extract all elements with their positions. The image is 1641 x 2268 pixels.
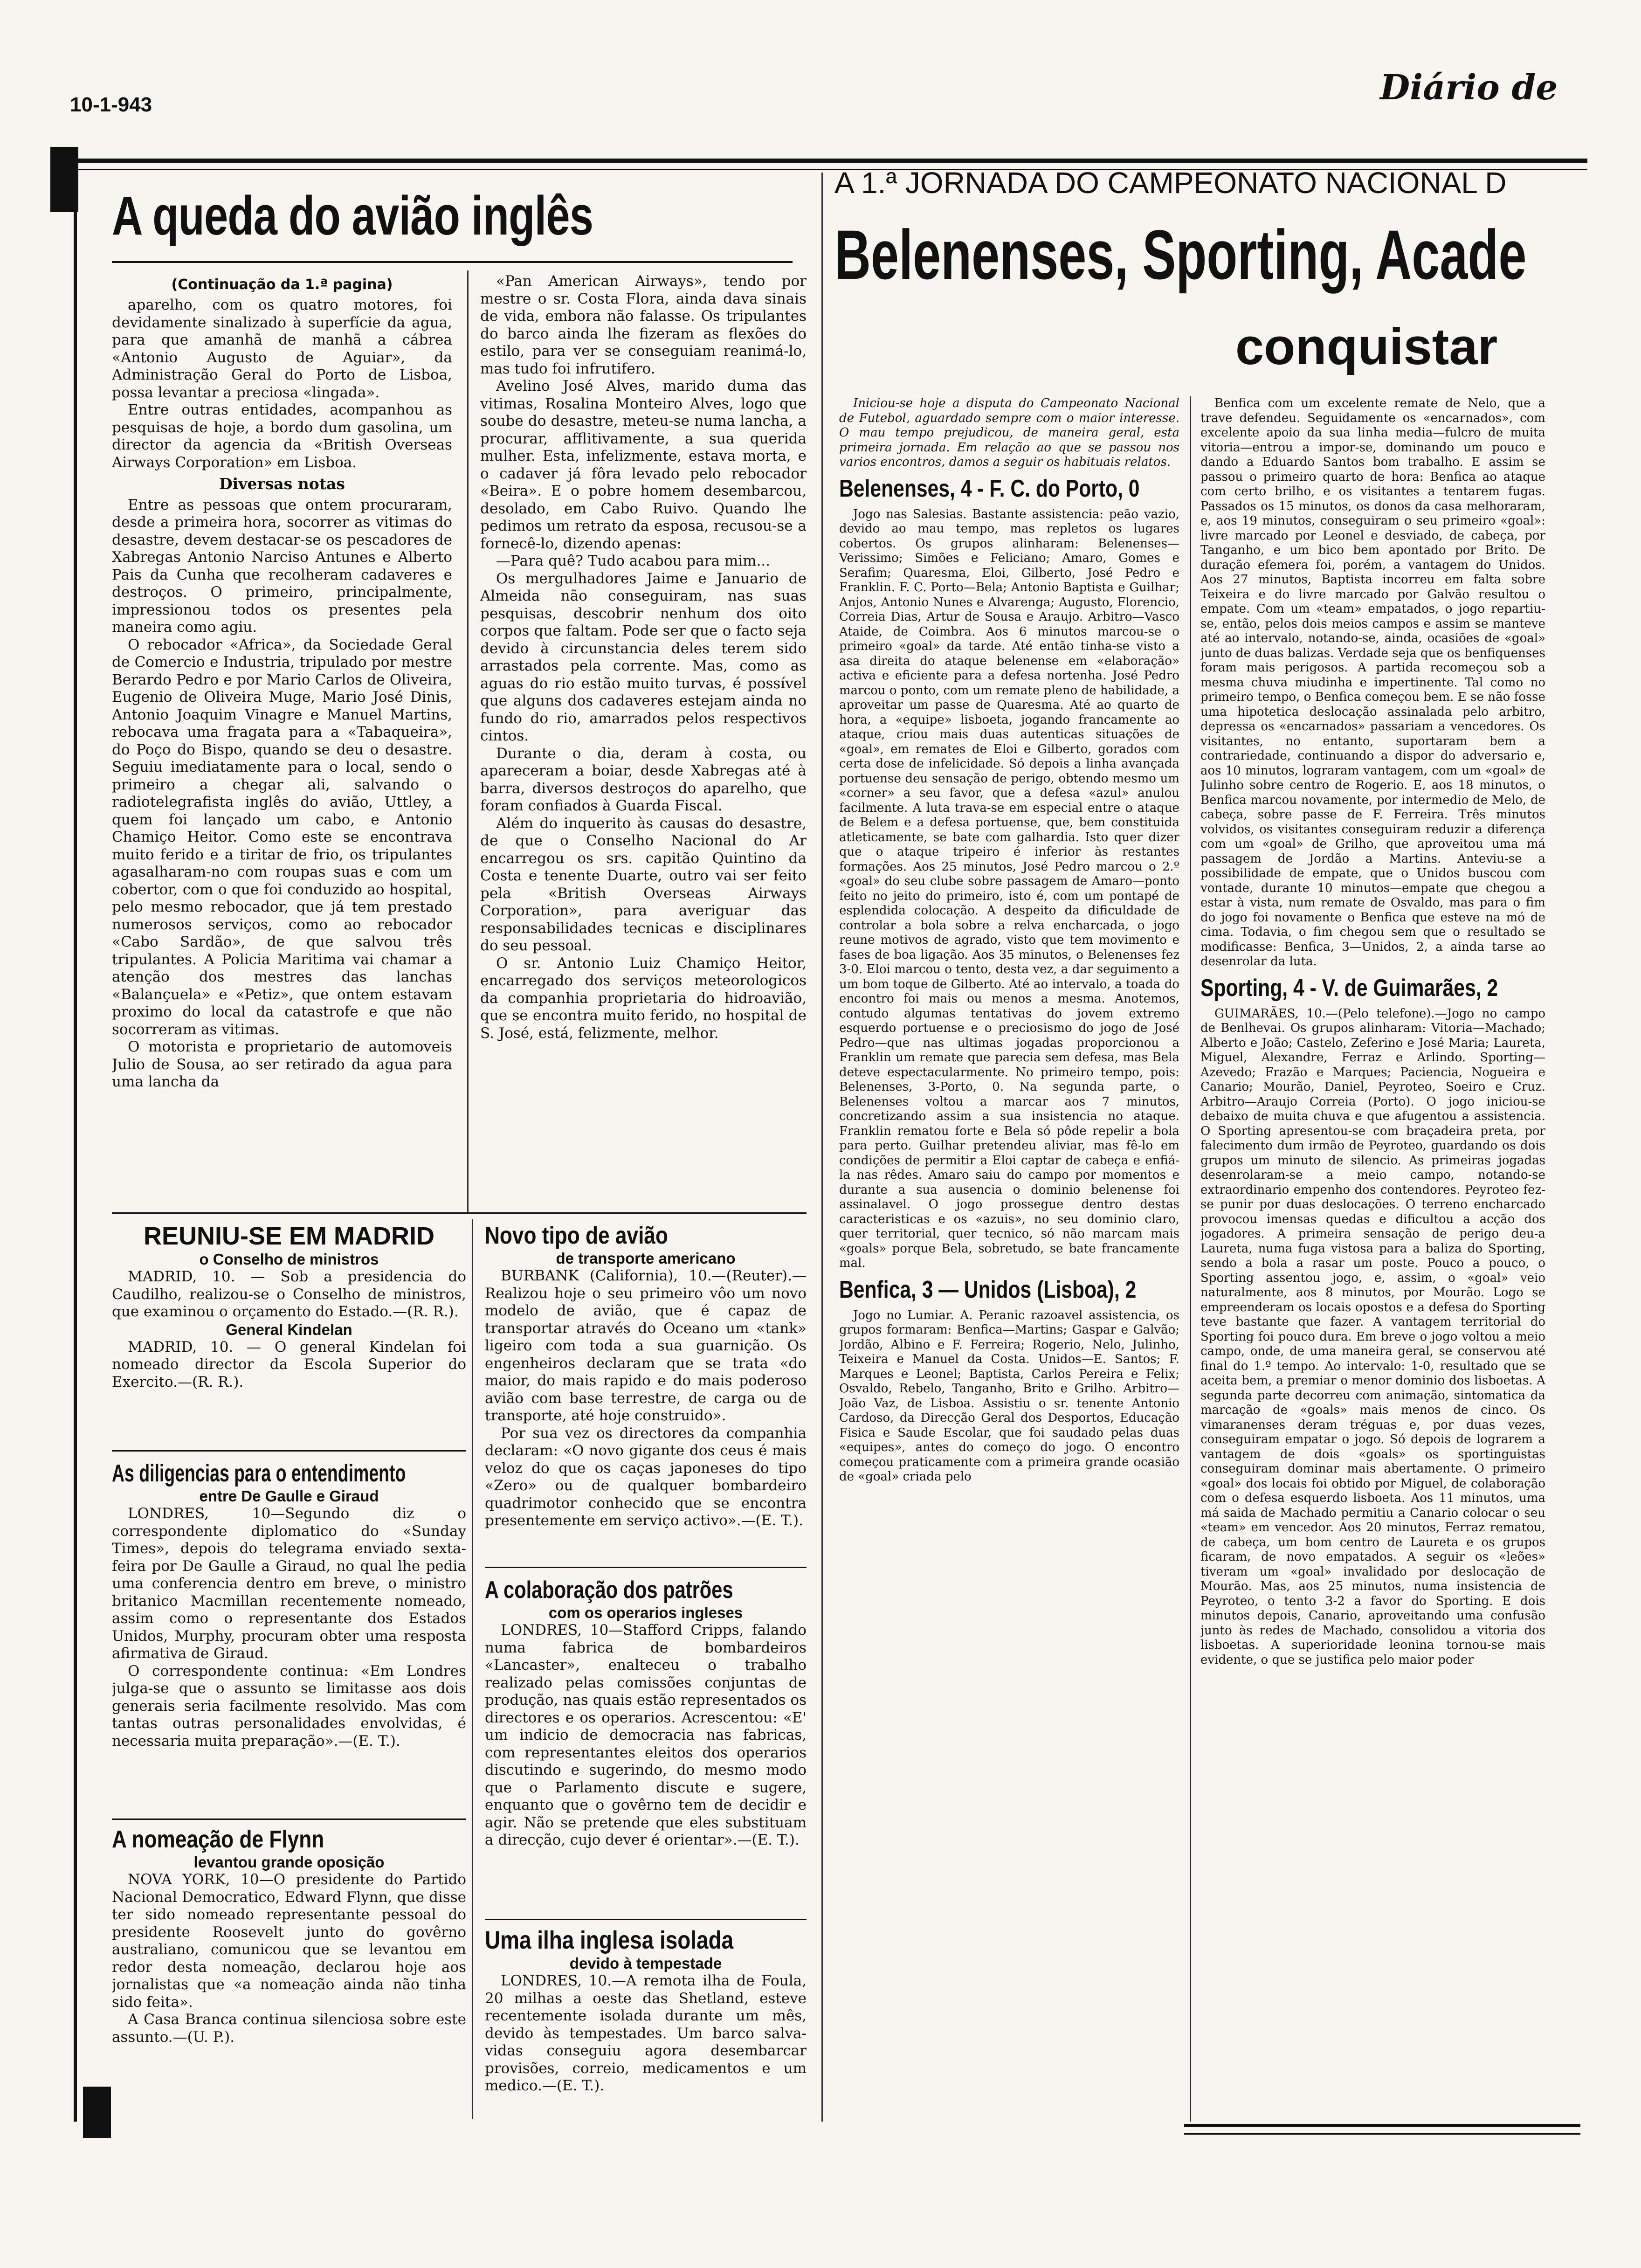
column-divider: [467, 270, 469, 1212]
article-subhead: o Conselho de ministros: [199, 1251, 379, 1268]
paragraph: —Para quê? Tudo acabou para mim...: [496, 553, 771, 569]
article-headline: Novo tipo de avião: [485, 1222, 668, 1249]
paragraph: Além do inquerito às causas do desastre, de que o Conselho Nacional do Ar encarregou os srs. capitão Quintino da Costa e tenente Duarte, outro vai ser feito pela «British Overseas Airways Corporation», para averiguar das responsabilidades tecnicas e disciplinares do seu pessoal.: [480, 815, 807, 954]
paragraph: MADRID, 10. — O general Kindelan foi nomeado director da Escola Superior do Exercito.—(R. R.).: [112, 1338, 466, 1390]
masthead: Diário de: [1380, 68, 1558, 108]
paragraph: Jogo nas Salesias. Bastante assistencia: peão vazio, devido ao mau tempo, mas repletos os lugares cobertos. Os grupos alinharam: Belenenses—Verissimo; Simões e Feliciano; Amaro, Gomes e Serafim; Quaresma, Eloi, Gilberto, José Pedro e Franklin. F. C. Porto—Bela; Antonio Baptista e Guilhar; Anjos, Antonio Nunes e Alvarenga; Augusto, Florencio, Correia Dias, Artur de Sousa e Araujo. Arbitro—Vasco Ataide, de Coimbra. Aos 6 minutos marcou-se o primeiro «goal» da tarde. Até então tinha-se visto a asa direita do ataque belenense em «elaboração» activa e eficiente para a defesa nortenha. José Pedro marcou o ponto, com um remate pleno de habilidade, a aproveitar um passe de Quaresma. Até ao quarto de hora, a «equipe» lisboeta, jogando francamente ao ataque, criou mais duas autenticas situações de «goal», em remates de Eloi e Gilberto, gorados com certa dose de infelicidade. Só depois a linha avançada portuense deu sensação de perigo, obtendo mesmo um «corner» a seu favor, que a defesa «azul» anulou facilmente. A luta trava-se em especial entre o ataque de Belem e a defesa portuense, que, bem constituida atleticamente, se bate com galhardia. Isto quer dizer que o ataque tripeiro é inferior às restantes formações. Aos 25 minutos, José Pedro marcou o 2.º «goal» do seu clube sobre passagem de Amaro—ponto feito no jeito do primeiro, isto é, com um pontapé de esplendida colocação. A despeito da dificuldade de controlar a bola sobre a relva encharcada, o jogo reune motivos de agrado, visto que tem movimento e fases de boa ligação. Aos 35 minutos, o Belenenses fez 3-0. Eloi marcou o tento, desta vez, a dar seguimento a um bom toque de Gilberto. Até ao intervalo, a toada do encontro foi mais ou menos a mesma. Anotemos, contudo algumas tentativas do jovem extremo esquerdo portuense e o preciosismo do jogo de José Pedro—que nas ultimas jogadas proporcionou a Franklin um remate que parecia sem defesa, mas Bela deteve espectacularmente. No primeiro tempo, pois: Belenenses, 3-Porto, 0. Na segunda parte, o Belenenses voltou a marcar aos 7 minutos, concretizando assim a sua insistencia no ataque. Franklin rematou forte e Bela só pôde repelir a bola para perto. Guilhar pretendeu aliviar, mas fê-lo em condições de permitir a Eloi captar de cabeça e enfiá-la nas rêdes. Amaro saiu do campo por momentos e durante a sua ausencia o dominio belenense foi assinalavel. O jogo prossegue dentro destas caracteristicas e os «azuis», no seu dominio claro, quer territorial, quer tecnico, só não marcam mais «goals» porque Bela, sobretudo, se bate francamente mal.: [839, 507, 1179, 1270]
paragraph: LONDRES, 10.—A remota ilha de Foula, 20 milhas a oeste das Shetland, esteve recentemente isolada durante um mês, devido às tempestades. Um barco salva-vidas conseguiu agora desembarcar provisões, correio, medicamentos e um medico.—(E. T.).: [485, 1972, 807, 2094]
diligencias-article: [112, 1459, 466, 1819]
bottom-rule: [1184, 2124, 1580, 2127]
paragraph: Entre outras entidades, acompanhou as pesquisas de hoje, a bordo dum gasolina, um director da agencia da «British Overseas Airways Corporation» em Lisboa.: [112, 401, 452, 471]
article-headline: A nomeação de Flynn: [112, 1826, 324, 1853]
paragraph: Avelino José Alves, marido duma das vitimas, Rosalina Monteiro Alves, logo que soube do desastre, meteu-se numa lancha, a procurar, afflitivamente, a sua querida mulher. Esta, infelizmente, estava morta, e o cadaver já fôra levado pelo rebocador «Beira». E o pobre homem desembarcou, desolado, em Cabo Ruivo. Quando lhe pedimos um retrato da esposa, recusou-se a fornecê-lo, dizendo apenas:: [480, 378, 807, 552]
paragraph: LONDRES, 10—Segundo diz o correspondente diplomatico do «Sunday Times», depois do telegrama enviado sexta-feira por De Gaulle a Giraud, no qual lhe pedia uma conferencia dentro em breve, o ministro britanico Macmillan recentemente nomeado, assim como o representante dos Estados Unidos, Murphy, procuram obter uma resposta afirmativa de Giraud.: [112, 1505, 466, 1662]
article-subhead: de transporte americano: [556, 1250, 736, 1267]
article-subhead: levantou grande oposição: [193, 1853, 385, 1871]
column-divider: [1190, 396, 1191, 2122]
paragraph: NOVA YORK, 10—O presidente do Partido Nacional Democratico, Edward Flynn, que disse ter sido nomeado representante pessoal do presidente Roosevelt junto do govêrno australiano, comunicou que se levantou em redor desta nomeação, declarou hoje aos jornalistas que «a nomeação ainda não tinha sido feita».: [112, 1871, 466, 2011]
section-rule: [485, 1567, 807, 1568]
sport-col1: [839, 396, 1179, 2122]
paragraph: LONDRES, 10—Stafford Cripps, falando numa fabrica de bombardeiros «Lancaster», enalteceu o trabalho realizado pelas comissões conjuntas de produção, nas quais estão representados os directores e os operarios. Acrescentou: «E' um indicio de democracia nas fabricas, com representantes eleitos dos operarios discutindo e sugerindo, do mesmo modo que o Parlamento discute e sugere, enquanto que o govêrno tem de decidir e agir. Não se pretende que eles substituam a direcção, cujo dever é orientar».—(E. T.).: [485, 1622, 807, 1848]
paragraph: aparelho, com os quatro motores, foi devidamente sinalizado à superfície da agua, para que amanhã de manhã a cábrea «Antonio Augusto de Aguiar», da Administração Geral do Porto de Lisboa, possa levantar a preciosa «lingada».: [112, 297, 452, 401]
colaboracao-article: [485, 1576, 807, 1916]
paragraph: A Casa Branca continua silenciosa sobre este assunto.—(U. P.).: [112, 2011, 466, 2046]
article-subhead: com os operarios ingleses: [548, 1604, 743, 1621]
paragraph: O correspondente continua: «Em Londres julga-se que o assunto se limitasse aos dois generais seria facilmente resolvido. Mas com tantas outras personalidades envolvidas, é necessaria muita preparação».—(E. T.).: [112, 1662, 466, 1749]
sport-headline: Belenenses, Sporting, Acade: [834, 215, 1527, 294]
corner-block-bottom: [83, 2087, 111, 2138]
paragraph: MADRID, 10. — Sob a presidencia do Caudilho, realizou-se o Conselho de ministros, que examinou o orçamento do Estado.—(R. R.).: [112, 1268, 466, 1320]
article-subhead: General Kindelan: [226, 1321, 352, 1338]
article-subhead: devido à tempestade: [569, 1955, 722, 1972]
paragraph: Entre as pessoas que ontem procuraram, desde a primeira hora, socorrer as vitimas do desastre, devem destacar-se os pescadores de Xabregas Antonio Narciso Antunes e Alberto Pais da Cunha que recolheram cadaveres e destroços. O primeiro, principalmente, impressionou todos os presentes pela maneira como agiu.: [112, 496, 452, 636]
flynn-article: [112, 1825, 466, 2115]
main-headline: A queda do avião inglês: [112, 185, 593, 247]
paragraph: Benfica com um excelente remate de Nelo, que a trave defendeu. Seguidamente os «encarnados», com excelente apoio da sua linha media—fulcro de muita vitoria—entrou a impor-se, dominando um pouco e dando a Eduardo Santos bom trabalho. E assim se passou o primeiro quarto de hora: Benfica ao ataque com certo brilho, e os visitantes a tentarem fugas. Passados os 15 minutos, os donos da casa melhoraram, e, aos 19 minutos, conseguiram o seu primeiro «goal»: livre marcado por Leonel e desviado, de cabeça, por Tanganho, e um bico bem apontado por Brito. De duração efemera foi, porém, a vantagem do Unidos. Aos 27 minutos, Baptista incorreu em falta sobre Teixeira e do livre marcado por Galvão resultou o empate. Com um «team» empatados, o jogo repartiu-se, então, pelos dois meios campos e assim se manteve até ao intervalo, notando-se, ainda, ocasiões de «goal» junto de duas balizas. Verdade seja que os benfiquenses foram mais perigosos. A partida recomeçou sob a mesma chuva miudinha e impertinente. Tal como no primeiro tempo, o Benfica começou bem. E se não fosse uma hipotetica deslocação assinalada pelo arbitro, depressa os «encarnados» passariam a vencedores. Os visitantes, no entanto, suportaram bem a contrariedade, continuando a dispor do adversario e, aos 10 minutos, lograram vantagem, com um «goal» de Julinho sobre centro de Rogerio. E, aos 18 minutos, o Benfica marcou novamente, por intermedio de Melo, de cabeça, sobre passe de F. Ferreira. Três minutos volvidos, os visitantes conseguiram reduzir a diferença com um «goal» de Grilho, que aproveitou uma má passagem de Jordão a Martins. Anteviu-se a possibilidade de empate, que o Unidos buscou com vontade, durante 10 minutos—empate que chegou a estar à vista, num remate de Osvaldo, mas para o fim do jogo foi novamente o Benfica que esteve na mó de cima. Todavia, o fim chegou sem que o resultado se modificasse: Benfica, 3—Unidos, 2, a ainda tarse ao desenrolar da luta.: [1200, 396, 1545, 968]
main-story-col2: [480, 273, 807, 1217]
article-headline: As diligencias para o entendimento: [112, 1460, 406, 1487]
section-subhead: Diversas notas: [219, 475, 345, 493]
paragraph: Jogo no Lumiar. A. Peranic razoavel assistencia, os grupos formaram: Benfica—Martins; Gaspar e Galvão; Jordão, Albino e F. Ferreira; Rogerio, Nelo, Julinho, Teixeira e Manuel da Costa. Unidos—E. Santos; F. Marques e Leonel; Baptista, Carlos Pereira e Felix; Osvaldo, Rebelo, Tanganho, Brito e Grilho. Arbitro—João Vaz, de Lisboa. Assistiu o sr. tenente Antonio Cardoso, da Direcção Geral dos Desportos, Educação Fisica e Saude Escolar, que foi saudado pelas duas «equipes», antes do começo do jogo. O encontro começou praticamente com a primeira grande ocasião de «goal» criada pelo: [839, 1308, 1179, 1484]
paragraph: Durante o dia, deram à costa, ou apareceram a boiar, desde Xabregas até à barra, diversos destroços do aparelho, que foram confiados à Guarda Fiscal.: [480, 745, 807, 814]
paragraph: Por sua vez os directores da companhia declaram: «O novo gigante dos ceus é mais veloz do que os caças japoneses do tipo «Zero» ou de qualquer bombardeiro quadrimotor conhecido que se encontra presentemente em serviço activo».—(E. T.).: [485, 1424, 807, 1529]
paragraph: O motorista e proprietario de automoveis Julio de Sousa, ao ser retirado da agua para uma lancha da: [112, 1038, 452, 1090]
paragraph: GUIMARÃES, 10.—(Pelo telefone).—Jogo no campo de Benlhevai. Os grupos alinharam: Vitoria—Machado; Alberto e João; Castelo, Zeferino e José Maria; Laureta, Miguel, Alexandre, Ferraz e Arlindo. Sporting—Azevedo; Frazão e Marques; Paciencia, Nogueira e Canario; Mourão, Daniel, Peyroteo, Soeiro e Cruz. Arbitro—Araujo Correia (Porto). O jogo iniciou-se debaixo de muita chuva e que afugentou a assistencia. O Sporting apresentou-se com braçadeira preta, por falecimento dum irmão de Peyroteo, guardando os dois grupos um minuto de silencio. As primeiras jogadas desenrolaram-se a meio campo, notando-se extraordinario empenho dos contendores. Peyroteo fez-se punir por duas deslocações. O terreno encharcado provocou imensas quedas e dificultou a acção dos jogadores. A primeira sensação de perigo deu-a Laureta, numa fuga vistosa para a baliza do Sporting, sendo a bola a rasar um poste. Pouco a pouco, o Sporting assentou jogo, e, assim, o «goal» veio naturalmente, aos 8 minutos, por Mourão. Logo se empreenderam os locais opostos e a defesa do Sporting teve bastante que fazer. A vantagem territorial do Sporting foi pouco dura. Em breve o jogo voltou a meio campo, onde, de uma maneira geral, se conservou até final do 1.º tempo. Ao intervalo: 1-0, resultado que se aceita bem, a premiar o menor dominio dos lisboetas. A segunda parte decorreu com animação, sintomatica da marcação de «goals» mais menos de cinco. Os vimaranenses deram tréguas e, por duas vezes, conseguiram empatar o jogo. Só depois de lograrem a vantagem de dois «goals» os sportinguistas conseguiram dominar mais abertamente. O primeiro «goal» dos locais foi obtido por Miguel, de colaboração com o defesa esquerdo lisboeta. Aos 11 minutos, uma má saida de Machado permitiu a Canario colocar o seu «team» em vencedor. Aos 20 minutos, Ferraz rematou, de cabeça, um bom centro de Laureta e os grupos ficaram, de novo empatados. A seguir os «leões» tiveram um «goal» invalidado por deslocação de Mourão. Mas, aos 25 minutos, numa insistencia de Peyroteo, o tento 3-2 a favor do Sporting. E dois minutos depois, Canario, aproveitando uma confusão junto às redes de Machado, consolidou a vitoria dos lisboetas. A superioridade leonina tornou-se mais evidente, o que se justifica pelo maior poder: [1200, 1006, 1545, 1667]
issue-date: 10-1-943: [70, 93, 152, 116]
main-story-col1: [112, 273, 452, 1217]
article-headline: REUNIU-SE EM MADRID: [143, 1222, 434, 1250]
top-rule: [54, 159, 1587, 163]
paragraph: O rebocador «Africa», da Sociedade Geral de Comercio e Industria, tripulado por mestre Berardo Pedro e por Mario Carlos de Oliveira, Eugenio de Oliveira Muge, Mario José Dinis, Antonio Joaquim Vinagre e Manuel Martins, rebocava uma fragata para a «Tabaqueira», do Poço do Bispo, quando se deu o desastre. Seguiu imediatamente para o local, sendo o primeiro a chegar ali, salvando o radiotelegrafista inglês do avião, Uttley, a quem foi lançado um cabo, e Antonio Chamiço Heitor. Como este se encontrava muito ferido e a tiritar de frio, os tripulantes agasalharam-no com roupas suas e com um cobertor, com o que foi conduzido ao hospital, pelo mesmo rebocador, que já tem prestado numerosos serviços, como ao rebocador «Cabo Sardão», de que salvou três tripulantes. A Policia Maritima vai chamar a atenção dos mestres das lanchas «Balançuela» e «Petiz», que ontem estavam proximo do local da catastrofe e que não socorreram as vitimas.: [112, 636, 452, 1038]
section-divider: [821, 173, 823, 2122]
paragraph: «Pan American Airways», tendo por mestre o sr. Costa Flora, ainda dava sinais de vida, embora não falasse. Os tripulantes do barco ainda lhe fizeram as flexões do estilo, para ver se conseguiam reanimá-lo, mas tudo foi infrutifero.: [480, 273, 807, 377]
column-divider: [472, 1219, 473, 2119]
match-headline: Sporting, 4 - V. de Guimarães, 2: [1200, 974, 1498, 1002]
paragraph: O sr. Antonio Luiz Chamiço Heitor, encarregado dos serviços meteorologicos da companhia proprietaria do hidroavião, que se encontra muito ferido, no hospital de S. José, está, felizmente, melhor.: [480, 954, 807, 1042]
section-rule: [112, 1819, 466, 1820]
match-headline: Belenenses, 4 - F. C. do Porto, 0: [839, 475, 1140, 502]
sport-intro: Iniciou-se hoje a disputa do Campeonato Nacional de Futebol, aguardado sempre com o maior interesse. O mau tempo prejudicou, de maneira geral, esta primeira jornada. Em relação ao que se passou nos varios encontros, damos a seguir os habituais relatos.: [839, 396, 1179, 469]
novo-aviao-article: [485, 1222, 807, 1562]
left-vertical-rule: [74, 177, 77, 2122]
sport-headline-line2: conquistar: [1235, 318, 1498, 375]
article-headline: A colaboração dos patrões: [485, 1577, 733, 1604]
headline-rule: [112, 261, 793, 263]
continuation-note: (Continuação da 1.ª pagina): [171, 277, 393, 293]
paragraph: BURBANK (California), 10.—(Reuter).—Realizou hoje o seu primeiro vôo um novo modelo de avião, que é capaz de transportar através do Oceano um «tank» ligeiro com toda a sua guarnição. Os engenheiros declaram que se trata «do maior, do mais rapido e do mais poderoso avião com base terrestre, de carga ou de transporte, até hoje construido».: [485, 1267, 807, 1424]
article-subhead: entre De Gaulle e Giraud: [199, 1487, 379, 1505]
section-rule: [112, 1450, 466, 1452]
match-headline: Benfica, 3 — Unidos (Lisboa), 2: [839, 1276, 1137, 1303]
sport-kicker: A 1.ª JORNADA DO CAMPEONATO NACIONAL D: [834, 166, 1507, 200]
sport-col2: [1200, 396, 1545, 2117]
ilha-article: [485, 1926, 807, 2122]
bottom-rule-thin: [1184, 2133, 1580, 2135]
section-rule: [485, 1919, 807, 1920]
article-headline: Uma ilha inglesa isolada: [485, 1926, 734, 1954]
paragraph: Os mergulhadores Jaime e Januario de Almeida não conseguiram, nas suas pesquisas, descobrir nenhum dos oito corpos que faltam. Pode ser que o facto seja devido à circunstancia deles terem sido arrastados pela corrente. Mas, como as aguas do rio estão muito turvas, é possível que alguns dos cadaveres estejam ainda no fundo do rio, amarrados pelos respectivos cintos.: [480, 570, 807, 744]
madrid-article: [112, 1222, 466, 1464]
section-rule: [112, 1212, 807, 1214]
